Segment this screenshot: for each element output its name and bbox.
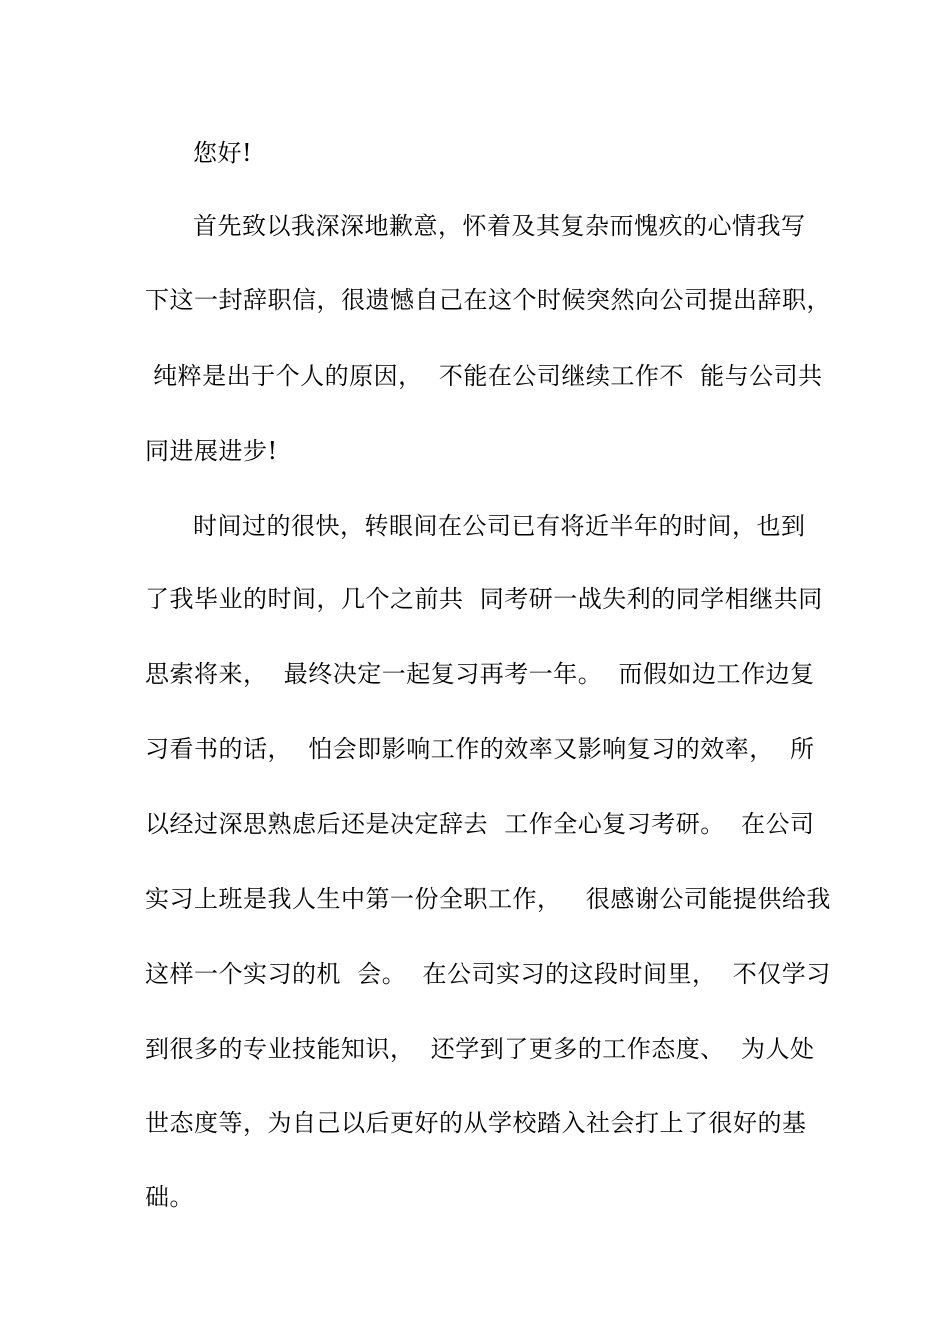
- paragraph-2-line-4: 习看书的话， 怕会即影响工作的效率又影响复习的效率， 所: [145, 735, 815, 763]
- paragraph-2-line-10: 础。: [145, 1183, 194, 1211]
- paragraph-2-line-6: 实习上班是我人生中第一份全职工作， 很感谢公司能提供给我: [145, 885, 831, 913]
- paragraph-2-line-7: 这样一个实习的机 会。 在公司实习的这段时间里， 不仅学习: [145, 960, 831, 988]
- greeting-line: 您好!: [193, 139, 253, 167]
- paragraph-2-line-5: 以经过深思熟虑后还是决定辞去 工作全心复习考研。 在公司: [145, 810, 815, 838]
- paragraph-1-line-2: 下这一封辞职信，很遗憾自己在这个时候突然向公司提出辞职，: [145, 286, 831, 314]
- paragraph-1-line-1: 首先致以我深深地歉意，怀着及其复杂而愧疚的心情我写: [193, 212, 806, 240]
- paragraph-2-line-2: 了我毕业的时间，几个之前共 同考研一战失利的同学相继共同: [145, 585, 823, 613]
- paragraph-2-line-1: 时间过的很快，转眼间在公司已有将近半年的时间，也到: [193, 512, 806, 540]
- paragraph-2-line-9: 世态度等，为自己以后更好的从学校踏入社会打上了很好的基: [145, 1109, 807, 1137]
- paragraph-1-line-4: 同进展进步!: [145, 437, 278, 465]
- paragraph-2-line-3: 思索将来， 最终决定一起复习再考一年。 而假如边工作边复: [145, 660, 815, 688]
- paragraph-2-line-8: 到很多的专业技能知识， 还学到了更多的工作态度、 为人处: [145, 1035, 815, 1063]
- paragraph-1-line-3: 纯粹是出于个人的原因， 不能在公司继续工作不 能与公司共: [145, 362, 823, 390]
